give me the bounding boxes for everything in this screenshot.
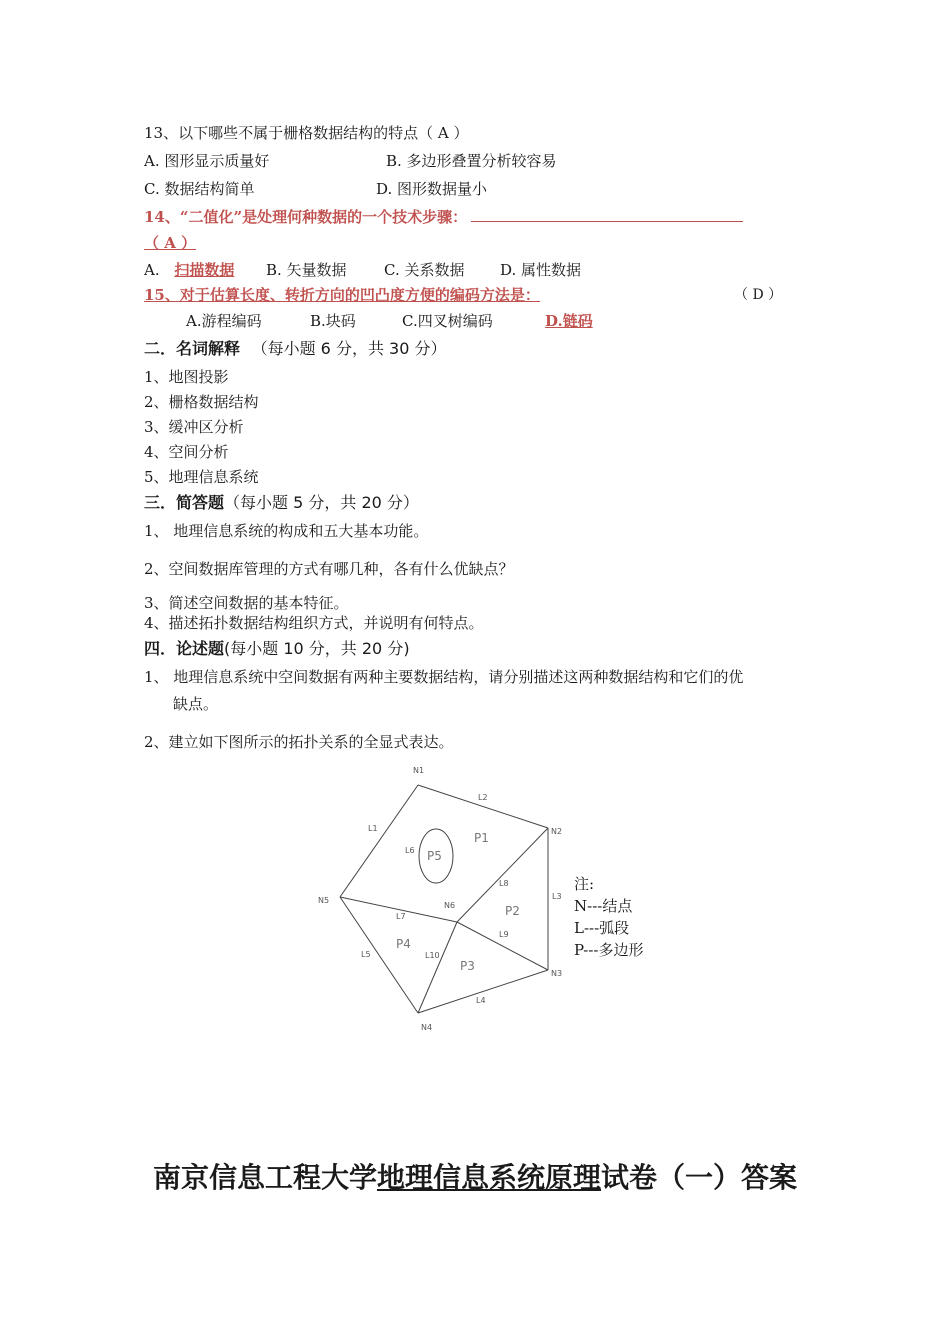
q14-option-a-prefix: A. xyxy=(144,261,160,279)
polygon-label: P3 xyxy=(460,959,475,973)
list-item: 4、描述拓扑数据结构组织方式，并说明有何特点。 xyxy=(144,614,484,632)
section-4-score: (每小题 10 分，共 20 分) xyxy=(224,639,410,658)
arc-l5 xyxy=(340,897,418,1013)
node-label: N1 xyxy=(413,766,425,775)
q13-option-d: D. 图形数据量小 xyxy=(376,180,488,198)
node-label: N6 xyxy=(444,901,456,910)
arc-label: L7 xyxy=(396,912,406,921)
q15-option-b: B.块码 xyxy=(310,312,356,330)
legend-node: N---结点 xyxy=(574,897,633,915)
section-2-heading xyxy=(144,339,446,359)
q15-stem: 15、对于估算长度、转折方向的凹凸度方便的编码方法是： xyxy=(144,286,540,304)
topology-diagram xyxy=(300,755,580,1040)
essay-item-1-line-2: 缺点。 xyxy=(173,695,219,713)
q14-stem-text: 14、“二值化”是处理何种数据的一个技术步骤： xyxy=(144,208,468,226)
polygon-label: P4 xyxy=(396,937,411,951)
essay-item-1-line-1: 1、 地理信息系统中空间数据有两种主要数据结构，请分别描述这两种数据结构和它们的优 xyxy=(144,668,744,686)
arc-label: L10 xyxy=(425,951,440,960)
arc-l2 xyxy=(418,785,548,828)
q15-option-a: A.游程编码 xyxy=(186,312,262,330)
q13-stem: 13、以下哪些不属于栅格数据结构的特点（ A ） xyxy=(144,124,469,142)
legend-polygon: P---多边形 xyxy=(574,941,644,959)
polygon-label: P1 xyxy=(474,831,489,845)
node-label: N3 xyxy=(551,969,563,978)
legend-title: 注: xyxy=(574,875,595,893)
section-3-heading xyxy=(144,493,419,513)
q13-option-c: C. 数据结构简单 xyxy=(144,180,255,198)
q15-option-c: C.四叉树编码 xyxy=(402,312,493,330)
arc-label: L1 xyxy=(368,824,378,833)
list-item: 5、地理信息系统 xyxy=(144,468,259,486)
q14-option-a xyxy=(144,260,234,280)
q14-option-b: B. 矢量数据 xyxy=(266,261,347,279)
figure-legend xyxy=(574,873,643,961)
section-2-score: （每小题 6 分，共 30 分） xyxy=(251,339,447,358)
arc-label: L9 xyxy=(499,930,509,939)
arc-label: L5 xyxy=(361,950,371,959)
arc-l8 xyxy=(457,828,548,922)
legend-arc: L---弧段 xyxy=(574,919,630,937)
q14-option-d: D. 属性数据 xyxy=(500,261,582,279)
essay-item-2: 2、建立如下图所示的拓扑关系的全显式表达。 xyxy=(144,733,454,751)
list-item: 1、地图投影 xyxy=(144,368,229,386)
q13-option-a: A. 图形显示质量好 xyxy=(144,152,270,170)
arc-label: L3 xyxy=(552,892,562,901)
q14-answer: （ A ） xyxy=(144,234,197,252)
list-item: 3、简述空间数据的基本特征。 xyxy=(144,594,349,612)
list-item: 3、缓冲区分析 xyxy=(144,418,244,436)
section-4-title: 四．论述题 xyxy=(144,639,225,658)
node-label: N4 xyxy=(421,1023,433,1032)
polygon-label: P5 xyxy=(427,849,442,863)
arc-label: L6 xyxy=(405,846,415,855)
arc-l4 xyxy=(418,970,548,1013)
q15-answer: （ D ） xyxy=(734,287,783,303)
list-item: 1、 地理信息系统的构成和五大基本功能。 xyxy=(144,522,429,540)
title-suffix: 试卷（一）答案 xyxy=(601,1161,798,1194)
title-university: 南京信息工程大学 xyxy=(152,1161,377,1194)
section-2-title: 二．名词解释 xyxy=(144,339,241,358)
section-4-heading xyxy=(144,639,410,659)
q14-stem xyxy=(144,207,743,227)
q13-option-b: B. 多边形叠置分析较容易 xyxy=(386,152,557,170)
title-course: 地理信息系统原理 xyxy=(376,1161,601,1194)
q15-option-d: D.链码 xyxy=(545,312,593,330)
answer-blank xyxy=(471,207,743,222)
q14-option-c: C. 关系数据 xyxy=(384,261,465,279)
list-item: 4、空间分析 xyxy=(144,443,229,461)
arc-label: L8 xyxy=(499,879,509,888)
arc-l1 xyxy=(340,785,418,897)
arc-label: L2 xyxy=(478,793,488,802)
arc-l10 xyxy=(418,922,457,1013)
node-label: N2 xyxy=(551,827,563,836)
q14-option-a-text: 扫描数据 xyxy=(174,261,235,279)
arc-label: L4 xyxy=(476,996,486,1005)
section-3-title: 三．简答题 xyxy=(144,493,225,512)
node-label: N5 xyxy=(318,896,330,905)
polygon-label: P2 xyxy=(505,904,520,918)
section-3-score: （每小题 5 分，共 20 分） xyxy=(224,493,419,512)
page-title xyxy=(0,1156,950,1196)
list-item: 2、空间数据库管理的方式有哪几种，各有什么优缺点？ xyxy=(144,560,514,578)
list-item: 2、栅格数据结构 xyxy=(144,393,259,411)
